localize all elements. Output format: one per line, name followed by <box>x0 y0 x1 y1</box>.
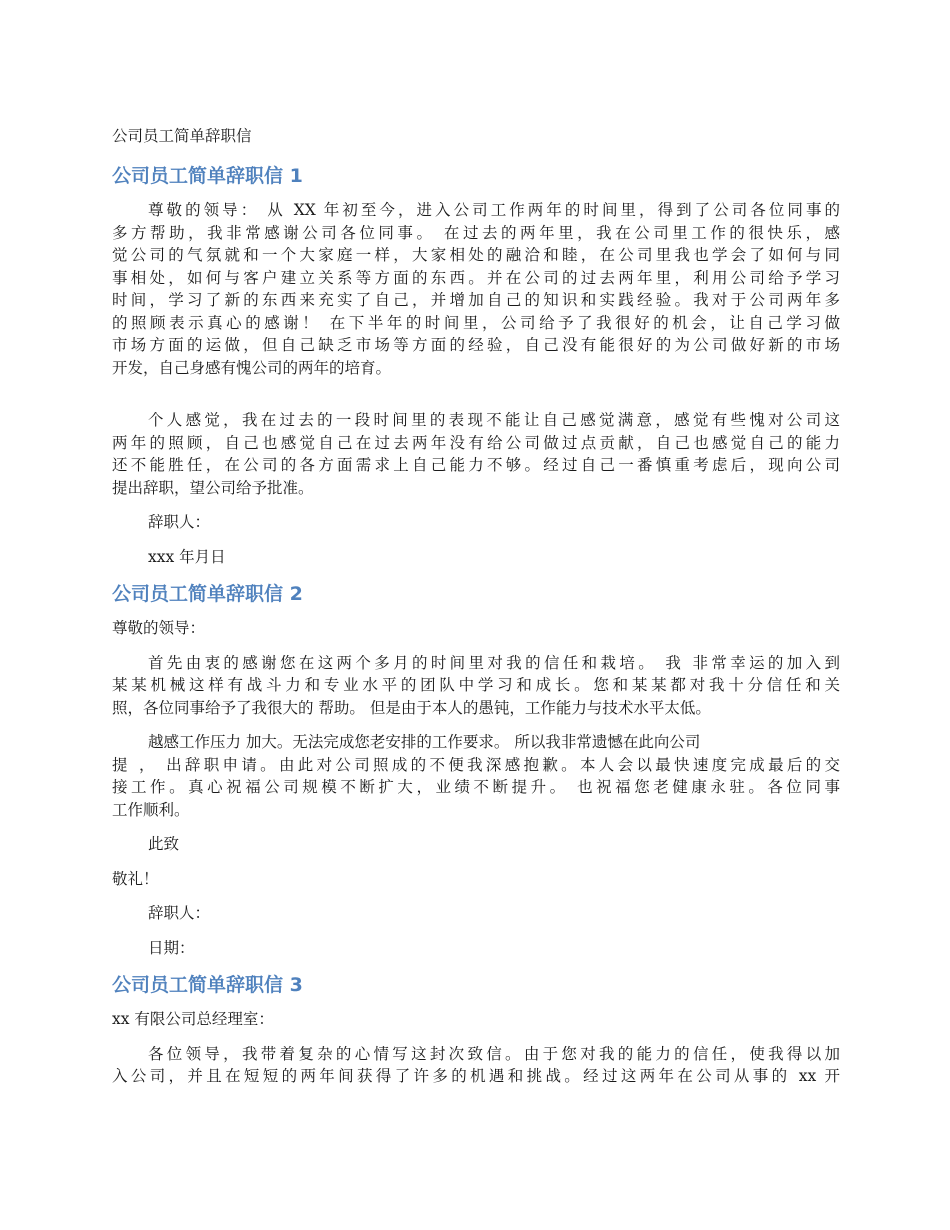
letter-2-heading: 公司员工简单辞职信 2 <box>112 583 303 605</box>
letter-1-signer: 辞职人： <box>148 513 211 531</box>
text-line: 觉公司的气氛就和一个大家庭一样，大家相处的融洽和睦，在公司里我也学会了如何与同 <box>112 246 840 264</box>
letter-3-paragraph-1 <box>112 1043 840 1088</box>
text-line: 还不能胜任，在公司的各方面需求上自己能力不够。经过自己一番慎重考虑后，现向公司 <box>112 456 840 474</box>
letter-2-paragraph-1 <box>112 652 840 720</box>
text-line: 多方帮助，我非常感谢公司各位同事。 在过去的两年里，我在公司里工作的很快乐，感 <box>112 223 840 242</box>
document-title: 公司员工简单辞职信 <box>112 127 252 145</box>
letter-2-regards: 敬礼！ <box>112 869 159 888</box>
text-line: 尊敬的领导： 从 XX 年初至今，进入公司工作两年的时间里，得到了公司各位同事的 <box>148 201 840 219</box>
text-line: 接工作。真心祝福公司规模不断扩大，业绩不断提升。 也祝福您老健康永驻。各位同事 <box>112 778 840 796</box>
text-line: 的照顾表示真心的感谢！ 在下半年的时间里，公司给予了我很好的机会，让自己学习做 <box>112 313 840 332</box>
text-line: 各位领导，我带着复杂的心情写这封次致信。由于您对我的能力的信任，使我得以加 <box>148 1044 840 1063</box>
letter-2-closing: 此致 <box>148 835 180 853</box>
letter-3-salutation: xx 有限公司总经理室： <box>112 1010 274 1028</box>
text-line: 开发，自己身感有愧公司的两年的培育。 <box>112 358 392 377</box>
letter-1-heading: 公司员工简单辞职信 1 <box>112 165 303 187</box>
text-line: 个人感觉，我在过去的一段时间里的表现不能让自己感觉满意，感觉有些愧对公司这 <box>148 411 840 429</box>
letter-1-paragraph-2 <box>112 409 840 499</box>
text-line: 入公司，并且在短短的两年间获得了许多的机遇和挑战。经过这两年在公司从事的 xx 开 <box>112 1067 840 1085</box>
letter-2-date: 日期： <box>148 938 195 957</box>
text-line: 提出辞职，望公司给予批准。 <box>112 478 314 497</box>
letter-1-date: xxx 年月日 <box>148 547 226 566</box>
letter-3-heading: 公司员工简单辞职信 3 <box>112 974 303 996</box>
letter-1-paragraph-1 <box>112 199 840 379</box>
text-line: 时间，学习了新的东西来充实了自己，并增加自己的知识和实践经验。我对于公司两年多 <box>112 291 840 309</box>
text-line: 照，各位同事给予了我很大的 帮助。 但是由于本人的愚钝，工作能力与技术水平太低。 <box>112 698 711 717</box>
text-line: 提 ， 出辞职申请。由此对公司照成的不便我深感抱歉。本人会以最快速度完成最后的交 <box>112 755 840 774</box>
text-line: 越感工作压力 加大。无法完成您老安排的工作要求。 所以我非常遗憾在此向公司 <box>148 733 701 751</box>
text-line: 事相处，如何与客户建立关系等方面的东西。并在公司的过去两年里，利用公司给予学习 <box>112 268 840 287</box>
letter-2-paragraph-2 <box>112 731 840 821</box>
letter-2-salutation: 尊敬的领导： <box>112 619 206 637</box>
letter-2-signer: 辞职人： <box>148 904 211 922</box>
text-line: 工作顺利。 <box>112 800 190 819</box>
text-line: 某某机械这样有战斗力和专业水平的团队中学习和成长。您和某某都对我十分信任和关 <box>112 676 840 694</box>
document-page <box>112 122 840 1100</box>
text-line: 市场方面的运做，但自己缺乏市场等方面的经验，自己没有能很好的为公司做好新的市场 <box>112 336 840 354</box>
text-line: 首先由衷的感谢您在这两个多月的时间里对我的信任和栽培。 我 非常幸运的加入到 <box>148 653 840 672</box>
text-line: 两年的照顾，自己也感觉自己在过去两年没有给公司做过点贡献，自己也感觉自己的能力 <box>112 433 840 452</box>
